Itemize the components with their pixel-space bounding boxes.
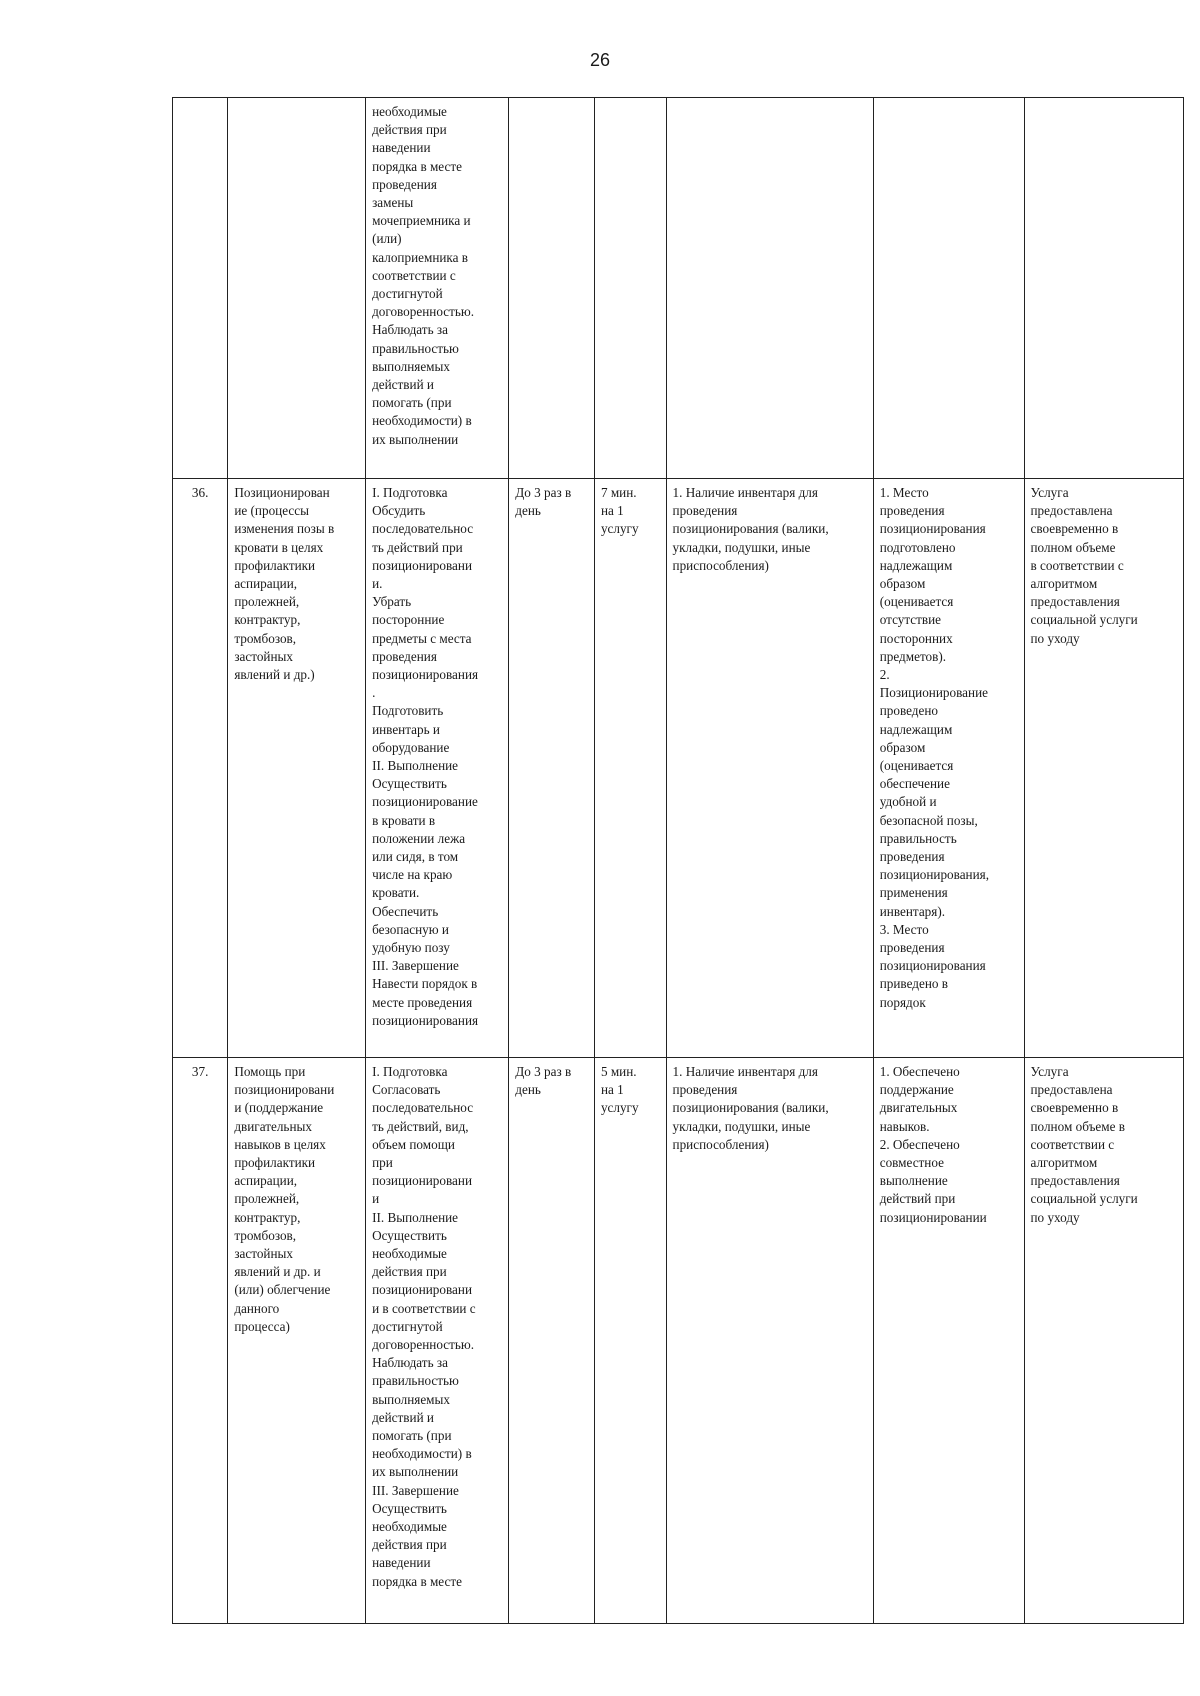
cell-text-line: надлежащим bbox=[879, 721, 953, 737]
cell-text-line: До 3 раз в bbox=[515, 485, 572, 500]
cell-text-line: Наблюдать за bbox=[372, 322, 448, 338]
cell-text-line: действия при bbox=[372, 1264, 447, 1280]
cell-text-line: правильность bbox=[879, 830, 957, 846]
result-cell bbox=[1024, 98, 1184, 479]
cell-text-line: действий при bbox=[879, 1191, 956, 1207]
result-cell bbox=[1024, 1058, 1184, 1624]
quality-indicators-cell bbox=[873, 1058, 1024, 1624]
frequency-cell bbox=[509, 98, 595, 479]
cell-text-line: Убрать bbox=[372, 594, 412, 610]
cell-text-line: Согласовать bbox=[372, 1082, 441, 1098]
resources-cell bbox=[666, 1058, 873, 1624]
cell-text-line: (оценивается bbox=[879, 758, 954, 774]
cell-text-line: 1. Место bbox=[879, 485, 929, 500]
cell-text-line: замены bbox=[372, 195, 414, 211]
cell-text-line: проведения bbox=[879, 503, 945, 519]
cell-text-line: I. Подготовка bbox=[372, 485, 448, 500]
cell-text-line: . bbox=[372, 685, 376, 701]
service-name-cell bbox=[228, 479, 366, 1058]
cell-text-line: I. Подготовка bbox=[372, 1064, 448, 1079]
cell-text-line: удобную позу bbox=[372, 940, 450, 956]
cell-text-line: Помощь при bbox=[234, 1064, 306, 1079]
cell-text-line: услугу bbox=[600, 1100, 639, 1116]
cell-text-line: инвентаря). bbox=[879, 903, 946, 919]
page-number: 26 bbox=[589, 50, 611, 70]
services-table bbox=[172, 97, 1184, 1624]
cell-text-line: социальной услуги bbox=[1030, 612, 1138, 628]
cell-text-line: применения bbox=[879, 885, 948, 901]
cell-text-line: услугу bbox=[600, 521, 639, 537]
cell-text-line: подготовлено bbox=[879, 539, 956, 555]
cell-text-line: Подготовить bbox=[372, 703, 444, 719]
cell-text-line: тромбозов, bbox=[234, 1227, 297, 1243]
cell-text-line: день bbox=[515, 503, 541, 519]
cell-text-line: надлежащим bbox=[879, 557, 953, 573]
cell-text-line: позиционирования (валики, bbox=[672, 1100, 829, 1116]
cell-text-line: помогать (при bbox=[372, 395, 452, 411]
cell-text-line: выполняемых bbox=[372, 358, 450, 374]
cell-text-line: Услуга bbox=[1030, 1064, 1069, 1079]
cell-text-line: объем помощи bbox=[372, 1136, 455, 1152]
table-row bbox=[173, 1058, 1184, 1624]
cell-text-line: проведения bbox=[672, 1082, 738, 1098]
cell-text-line: правильностью bbox=[372, 340, 459, 356]
cell-text-line: помогать (при bbox=[372, 1428, 452, 1444]
cell-text-line: Наблюдать за bbox=[372, 1355, 448, 1371]
duration-cell bbox=[594, 1058, 666, 1624]
cell-text-line: Обсудить bbox=[372, 503, 426, 519]
cell-text-line: 1. Наличие инвентаря для bbox=[672, 485, 818, 500]
cell-text-line: позиционировани bbox=[234, 1082, 335, 1098]
cell-text-line: оборудование bbox=[372, 739, 450, 755]
cell-text-line: позиционировании bbox=[879, 1209, 987, 1225]
cell-text-line: Позиционирование bbox=[879, 685, 988, 701]
cell-text-line: III. Завершение bbox=[372, 958, 459, 974]
cell-text-line: предоставлена bbox=[1030, 503, 1113, 519]
cell-text-line: совместное bbox=[879, 1155, 944, 1171]
cell-text-line: порядка в месте bbox=[372, 158, 462, 174]
cell-text-line: укладки, подушки, иные bbox=[672, 1118, 811, 1134]
cell-text-line: проведения bbox=[879, 940, 945, 956]
cell-text-line: посторонних bbox=[879, 630, 953, 646]
cell-text-line: достигнутой bbox=[372, 1318, 443, 1334]
cell-text-line: аспирации, bbox=[234, 1173, 298, 1189]
cell-text-line: или сидя, в том bbox=[372, 849, 459, 865]
cell-text-line: положении лежа bbox=[372, 830, 466, 846]
cell-text-line: предметов). bbox=[879, 648, 947, 664]
cell-text-line: месте проведения bbox=[372, 994, 473, 1010]
cell-text-line: (или) облегчение bbox=[234, 1282, 331, 1298]
cell-text-line: действий и bbox=[372, 1409, 434, 1425]
cell-text-line: в кровати в bbox=[372, 812, 436, 828]
cell-text-line: 3. Место bbox=[879, 921, 929, 937]
cell-text-line: необходимости) в bbox=[372, 1446, 472, 1462]
cell-text-line: контрактур, bbox=[234, 612, 301, 628]
cell-text-line: позиционирования (валики, bbox=[672, 521, 829, 537]
cell-text-line: достигнутой bbox=[372, 286, 443, 302]
cell-text-line: алгоритмом bbox=[1030, 576, 1098, 592]
cell-text-line: их выполнении bbox=[372, 431, 459, 447]
cell-text-line: договоренностью. bbox=[372, 304, 475, 320]
cell-text-line: правильностью bbox=[372, 1373, 459, 1389]
cell-text-line: наведении bbox=[372, 1555, 431, 1571]
cell-text-line: необходимые bbox=[372, 1246, 447, 1262]
cell-text-line: проведения bbox=[672, 503, 738, 519]
cell-text-line: наведении bbox=[372, 140, 431, 156]
cell-text-line: удобной и bbox=[879, 794, 937, 810]
cell-text-line: безопасной позы, bbox=[879, 812, 978, 828]
cell-text-line: соответствии с bbox=[372, 267, 456, 283]
cell-text-line: предоставления bbox=[1030, 594, 1120, 610]
service-content-cell bbox=[366, 479, 509, 1058]
cell-text-line: 2. Обеспечено bbox=[879, 1136, 960, 1152]
service-content-cell bbox=[366, 98, 509, 479]
cell-text-line: числе на краю bbox=[372, 867, 453, 883]
cell-text-line: позиционировани bbox=[372, 1282, 473, 1298]
service-content-cell bbox=[366, 1058, 509, 1624]
row-number-cell: 36. bbox=[173, 479, 228, 1058]
cell-text-line: 1. Наличие инвентаря для bbox=[672, 1064, 818, 1079]
cell-text-line: пролежней, bbox=[234, 594, 300, 610]
cell-text-line: II. Выполнение bbox=[372, 758, 459, 774]
cell-text-line: позиционирования bbox=[372, 1012, 479, 1028]
cell-text-line: порядок bbox=[879, 994, 926, 1010]
cell-text-line: Осуществить bbox=[372, 1227, 447, 1243]
duration-cell bbox=[594, 98, 666, 479]
cell-text-line: по уходу bbox=[1030, 1209, 1080, 1225]
cell-text-line: кровати в целях bbox=[234, 539, 324, 555]
cell-text-line: застойных bbox=[234, 648, 293, 664]
cell-text-line: (оценивается bbox=[879, 594, 954, 610]
cell-text-line: навыков. bbox=[879, 1118, 930, 1134]
cell-text-line: Навести порядок в bbox=[372, 976, 478, 992]
cell-text-line: изменения позы в bbox=[234, 521, 335, 537]
cell-text-line: ие (процессы bbox=[234, 503, 309, 519]
frequency-cell bbox=[509, 479, 595, 1058]
cell-text-line: полном объеме в bbox=[1030, 1118, 1125, 1134]
cell-text-line: навыков в целях bbox=[234, 1136, 326, 1152]
cell-text-line: позиционирования bbox=[879, 521, 986, 537]
cell-text-line: аспирации, bbox=[234, 576, 298, 592]
cell-text-line: последовательнос bbox=[372, 1100, 474, 1116]
cell-text-line: алгоритмом bbox=[1030, 1155, 1098, 1171]
cell-text-line: по уходу bbox=[1030, 630, 1080, 646]
cell-text-line: данного bbox=[234, 1300, 280, 1316]
cell-text-line: 7 мин. bbox=[600, 485, 637, 500]
cell-text-line: полном объеме bbox=[1030, 539, 1116, 555]
cell-text-line: предоставления bbox=[1030, 1173, 1120, 1189]
cell-text-line: До 3 раз в bbox=[515, 1064, 572, 1079]
cell-text-line: 1. Обеспечено bbox=[879, 1064, 960, 1079]
cell-text-line: Осуществить bbox=[372, 776, 447, 792]
cell-text-line: инвентарь и bbox=[372, 721, 440, 737]
cell-text-line: Осуществить bbox=[372, 1500, 447, 1516]
cell-text-line: профилактики bbox=[234, 1155, 316, 1171]
cell-text-line: выполняемых bbox=[372, 1391, 450, 1407]
table-row bbox=[173, 479, 1184, 1058]
cell-text-line: своевременно в bbox=[1030, 521, 1119, 537]
cell-text-line: Позиционирован bbox=[234, 485, 330, 500]
cell-text-line: приведено в bbox=[879, 976, 948, 992]
cell-text-line: Услуга bbox=[1030, 485, 1069, 500]
cell-text-line: Обеспечить bbox=[372, 903, 439, 919]
cell-text-line: день bbox=[515, 1082, 541, 1098]
cell-text-line: необходимости) в bbox=[372, 413, 472, 429]
cell-text-line: и bbox=[372, 1191, 380, 1207]
cell-text-line: II. Выполнение bbox=[372, 1209, 459, 1225]
cell-text-line: позиционирования bbox=[879, 958, 986, 974]
result-cell bbox=[1024, 479, 1184, 1058]
cell-text-line: и. bbox=[372, 576, 383, 592]
cell-text-line: тромбозов, bbox=[234, 630, 297, 646]
cell-text-line: позиционирование bbox=[372, 794, 478, 810]
cell-text-line: явлений и др. и bbox=[234, 1264, 321, 1280]
cell-text-line: соответствии с bbox=[1030, 1136, 1115, 1152]
cell-text-line: действия при bbox=[372, 122, 447, 138]
cell-text-line: поддержание bbox=[879, 1082, 954, 1098]
cell-text-line: 2. bbox=[879, 667, 890, 683]
cell-text-line: договоренностью. bbox=[372, 1337, 475, 1353]
cell-text-line: двигательных bbox=[879, 1100, 958, 1116]
quality-indicators-cell bbox=[873, 479, 1024, 1058]
duration-cell bbox=[594, 479, 666, 1058]
cell-text-line: приспособления) bbox=[672, 1136, 769, 1152]
cell-text-line: проведения bbox=[372, 176, 437, 192]
cell-text-line: ть действий при bbox=[372, 539, 463, 555]
cell-text-line: проведения bbox=[879, 849, 945, 865]
cell-text-line: в соответствии с bbox=[1030, 557, 1124, 573]
cell-text-line: предметы с места bbox=[372, 630, 472, 646]
cell-text-line: на 1 bbox=[600, 503, 624, 519]
cell-text-line: процесса) bbox=[234, 1318, 290, 1334]
table-body bbox=[173, 98, 1184, 1624]
cell-text-line: отсутствие bbox=[879, 612, 942, 628]
cell-text-line: образом bbox=[879, 739, 926, 755]
cell-text-line: двигательных bbox=[234, 1118, 312, 1134]
table-row bbox=[173, 98, 1184, 479]
cell-text-line: позиционировани bbox=[372, 1173, 473, 1189]
cell-text-line: посторонние bbox=[372, 612, 445, 628]
cell-text-line: обеспечение bbox=[879, 776, 950, 792]
cell-text-line: контрактур, bbox=[234, 1209, 301, 1225]
cell-text-line: порядка в месте bbox=[372, 1573, 462, 1589]
cell-text-line: (или) bbox=[372, 231, 402, 247]
cell-text-line: действий и bbox=[372, 377, 434, 393]
cell-text-line: проведено bbox=[879, 703, 939, 719]
cell-text-line: проведения bbox=[372, 648, 437, 664]
cell-text-line: пролежней, bbox=[234, 1191, 300, 1207]
resources-cell bbox=[666, 98, 873, 479]
cell-text-line: и в соответствии с bbox=[372, 1300, 476, 1316]
cell-text-line: позиционирования, bbox=[879, 867, 990, 883]
service-name-cell bbox=[228, 1058, 366, 1624]
frequency-cell bbox=[509, 1058, 595, 1624]
resources-cell bbox=[666, 479, 873, 1058]
cell-text-line: безопасную и bbox=[372, 921, 449, 937]
cell-text-line: последовательнос bbox=[372, 521, 474, 537]
cell-text-line: мочеприемника и bbox=[372, 213, 471, 229]
cell-text-line: действия при bbox=[372, 1537, 447, 1553]
cell-text-line: профилактики bbox=[234, 557, 316, 573]
cell-text-line: образом bbox=[879, 576, 926, 592]
cell-text-line: их выполнении bbox=[372, 1464, 459, 1480]
row-number-cell bbox=[173, 98, 228, 479]
cell-text-line: предоставлена bbox=[1030, 1082, 1113, 1098]
cell-text-line: застойных bbox=[234, 1246, 293, 1262]
cell-text-line: ть действий, вид, bbox=[372, 1118, 469, 1134]
row-number-cell: 37. bbox=[173, 1058, 228, 1624]
cell-text-line: 5 мин. bbox=[600, 1064, 637, 1079]
cell-text-line: необходимые bbox=[372, 1519, 447, 1535]
cell-text-line: III. Завершение bbox=[372, 1482, 459, 1498]
service-name-cell bbox=[228, 98, 366, 479]
cell-text-line: при bbox=[372, 1155, 393, 1171]
cell-text-line: приспособления) bbox=[672, 557, 769, 573]
cell-text-line: на 1 bbox=[600, 1082, 624, 1098]
cell-text-line: своевременно в bbox=[1030, 1100, 1119, 1116]
cell-text-line: явлений и др.) bbox=[234, 667, 315, 683]
cell-text-line: укладки, подушки, иные bbox=[672, 539, 811, 555]
cell-text-line: позиционировани bbox=[372, 557, 473, 573]
cell-text-line: социальной услуги bbox=[1030, 1191, 1138, 1207]
cell-text-line: и (поддержание bbox=[234, 1100, 324, 1116]
cell-text-line: калоприемника в bbox=[372, 249, 469, 265]
cell-text-line: позиционирования bbox=[372, 667, 479, 683]
cell-text-line: необходимые bbox=[372, 104, 447, 119]
cell-text-line: кровати. bbox=[372, 885, 420, 901]
quality-indicators-cell bbox=[873, 98, 1024, 479]
cell-text-line: выполнение bbox=[879, 1173, 948, 1189]
